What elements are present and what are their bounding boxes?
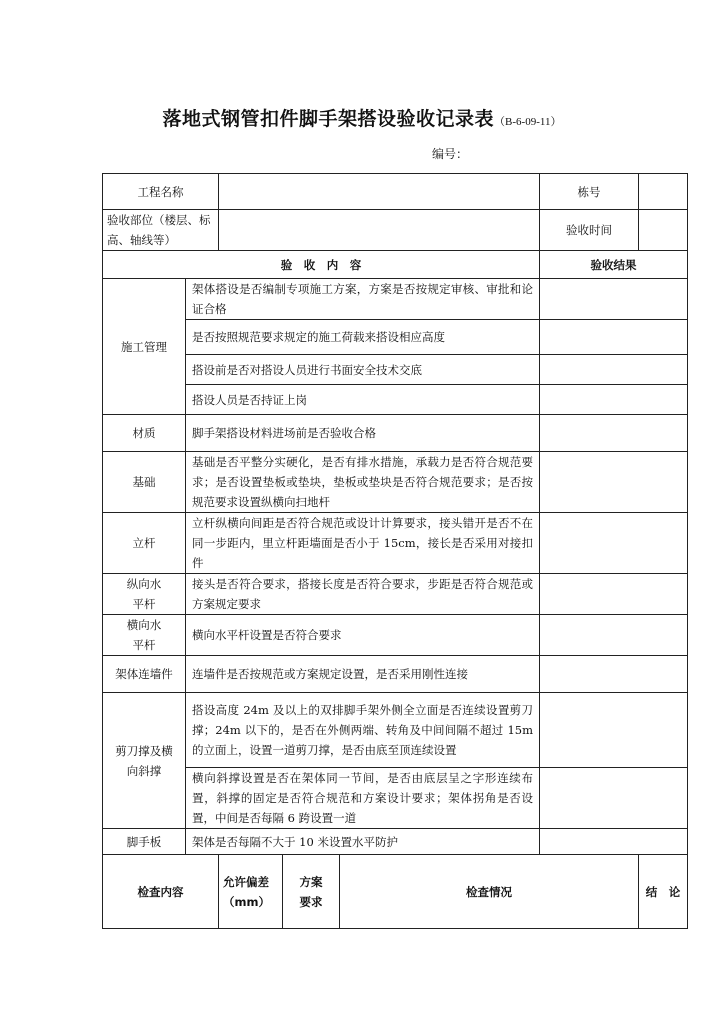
category-toe-board: 脚手板 xyxy=(103,829,186,855)
result-cell[interactable] xyxy=(540,615,688,656)
item-mgmt-2: 是否按照规范要求规定的施工荷载来搭设相应高度 xyxy=(186,320,540,355)
check-header-row xyxy=(103,855,688,929)
result-cell[interactable] xyxy=(540,320,688,355)
section-header-row xyxy=(103,251,688,279)
table-row xyxy=(103,355,688,385)
item-mgmt-1: 架体搭设是否编制专项施工方案，方案是否按规定审核、审批和论证合格 xyxy=(186,279,540,320)
table-row xyxy=(103,615,688,656)
table-row xyxy=(103,452,688,513)
content-header: 验 收 内 容 xyxy=(103,251,540,279)
check-content-header: 检查内容 xyxy=(103,855,219,929)
result-cell[interactable] xyxy=(540,574,688,615)
table-row xyxy=(103,513,688,574)
number-label: 编号： xyxy=(432,147,469,161)
item-transverse-1: 横向水平杆设置是否符合要求 xyxy=(186,615,540,656)
result-cell[interactable] xyxy=(540,768,688,829)
tolerance-header: 允许偏差（mm） xyxy=(219,855,283,929)
header-row-project xyxy=(103,174,688,210)
table-row xyxy=(103,574,688,615)
result-cell[interactable] xyxy=(540,693,688,768)
category-bracing: 剪刀撑及横向斜撑 xyxy=(103,693,186,829)
result-cell[interactable] xyxy=(540,279,688,320)
item-bracing-2: 横向斜撑设置是否在架体同一节间，是否由底层呈之字形连续布置，斜撑的固定是否符合规范和方案设计要求；架体拐角是否设置，中间是否每隔 6 跨设置一道 xyxy=(186,768,540,829)
table-row xyxy=(103,385,688,415)
header-row-location xyxy=(103,210,688,251)
page-title xyxy=(0,104,724,131)
item-walltie-1: 连墙件是否按规范或方案规定设置，是否采用刚性连接 xyxy=(186,656,540,693)
item-mgmt-4: 搭设人员是否持证上岗 xyxy=(186,385,540,415)
result-cell[interactable] xyxy=(540,415,688,452)
building-no-label: 栋号 xyxy=(540,174,639,210)
project-name-label: 工程名称 xyxy=(103,174,219,210)
location-label: 验收部位（楼层、标高、轴线等） xyxy=(103,210,219,251)
project-name-value[interactable] xyxy=(219,174,540,210)
item-longitudinal-1: 接头是否符合要求，搭接长度是否符合要求，步距是否符合规范或方案规定要求 xyxy=(186,574,540,615)
acceptance-table xyxy=(102,173,688,929)
table-row xyxy=(103,320,688,355)
table-row xyxy=(103,656,688,693)
status-header: 检查情况 xyxy=(340,855,639,929)
category-longitudinal-bar: 纵向水平杆 xyxy=(103,574,186,615)
result-cell[interactable] xyxy=(540,385,688,415)
conclusion-header: 结 论 xyxy=(639,855,688,929)
item-bracing-1: 搭设高度 24m 及以上的双排脚手架外侧全立面是否连续设置剪刀撑；24m 以下的，是否在外侧两端、转角及中间间隔不超过 15m 的立面上，设置一道剪刀撑，是否由底至顶连续设置 xyxy=(186,693,540,768)
result-cell[interactable] xyxy=(540,452,688,513)
result-cell[interactable] xyxy=(540,656,688,693)
result-cell[interactable] xyxy=(540,355,688,385)
result-cell[interactable] xyxy=(540,513,688,574)
plan-req-header: 方案要求 xyxy=(283,855,340,929)
time-label: 验收时间 xyxy=(540,210,639,251)
title-text: 落地式钢管扣件脚手架搭设验收记录表 xyxy=(162,108,495,130)
table-row xyxy=(103,829,688,855)
category-material: 材质 xyxy=(103,415,186,452)
location-value[interactable] xyxy=(219,210,540,251)
form-code: （B-6-09-11） xyxy=(494,116,562,128)
result-header: 验收结果 xyxy=(540,251,688,279)
item-material-1: 脚手架搭设材料进场前是否验收合格 xyxy=(186,415,540,452)
category-transverse-bar: 横向水平杆 xyxy=(103,615,186,656)
category-construction-mgmt: 施工管理 xyxy=(103,279,186,415)
building-no-value[interactable] xyxy=(639,174,688,210)
category-upright: 立杆 xyxy=(103,513,186,574)
result-cell[interactable] xyxy=(540,829,688,855)
category-foundation: 基础 xyxy=(103,452,186,513)
item-foundation-1: 基础是否平整分实硬化，是否有排水措施，承载力是否符合规范要求；是否设置垫板或垫块，垫板或垫块是否符合规范要求；是否按规范要求设置纵横向扫地杆 xyxy=(186,452,540,513)
item-upright-1: 立杆纵横向间距是否符合规范或设计计算要求，接头错开是否不在同一步距内，里立杆距墙面是否小于 15cm，接长是否采用对接扣件 xyxy=(186,513,540,574)
table-row xyxy=(103,415,688,452)
time-value[interactable] xyxy=(639,210,688,251)
table-row xyxy=(103,693,688,768)
table-row xyxy=(103,279,688,320)
table-row xyxy=(103,768,688,829)
category-wall-tie: 架体连墙件 xyxy=(103,656,186,693)
item-mgmt-3: 搭设前是否对搭设人员进行书面安全技术交底 xyxy=(186,355,540,385)
item-toeboard-1: 架体是否每隔不大于 10 米设置水平防护 xyxy=(186,829,540,855)
